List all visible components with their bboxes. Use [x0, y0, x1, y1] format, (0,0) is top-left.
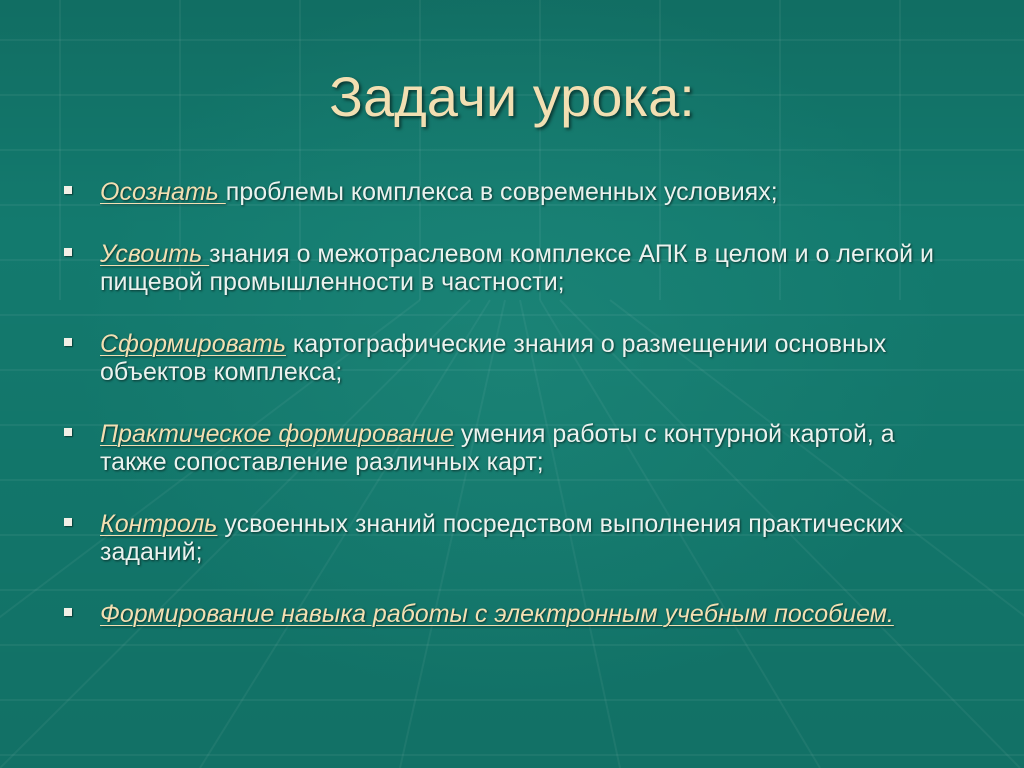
bullet-text: умения работы с контурной картой, а также сопоставление различных карт;	[100, 420, 895, 476]
square-bullet-icon	[64, 608, 72, 616]
square-bullet-icon	[64, 248, 72, 256]
square-bullet-icon	[64, 428, 72, 436]
bullet-text: картографические знания о размещении основных объектов комплекса;	[100, 330, 887, 386]
bullet-keyword: Формирование навыка работы с электронным учебным пособием.	[100, 600, 894, 628]
bullet-item	[60, 510, 960, 566]
slide-title: Задачи урока:	[329, 65, 695, 128]
bullet-item	[60, 600, 960, 628]
square-bullet-icon	[64, 186, 72, 194]
bullet-keyword: Сформировать	[100, 330, 286, 358]
bullet-keyword: Контроль	[100, 510, 218, 538]
square-bullet-icon	[64, 518, 72, 526]
bullet-item	[60, 240, 960, 296]
bullet-keyword: Практическое формирование	[100, 420, 454, 448]
bullet-text: проблемы комплекса в современных условиях;	[225, 178, 778, 206]
bullet-item	[60, 178, 960, 206]
bullet-keyword: Усвоить	[100, 240, 210, 268]
square-bullet-icon	[64, 338, 72, 346]
bullet-keyword: Осознать	[100, 178, 226, 206]
bullet-item	[60, 330, 960, 386]
bullet-item	[60, 420, 960, 476]
bullet-list	[60, 178, 960, 662]
bullet-text: усвоенных знаний посредством выполнения практических заданий;	[100, 510, 904, 566]
bullet-text: знания о межотраслевом комплексе АПК в целом и о легкой и пищевой промышленности в частности;	[100, 240, 934, 296]
